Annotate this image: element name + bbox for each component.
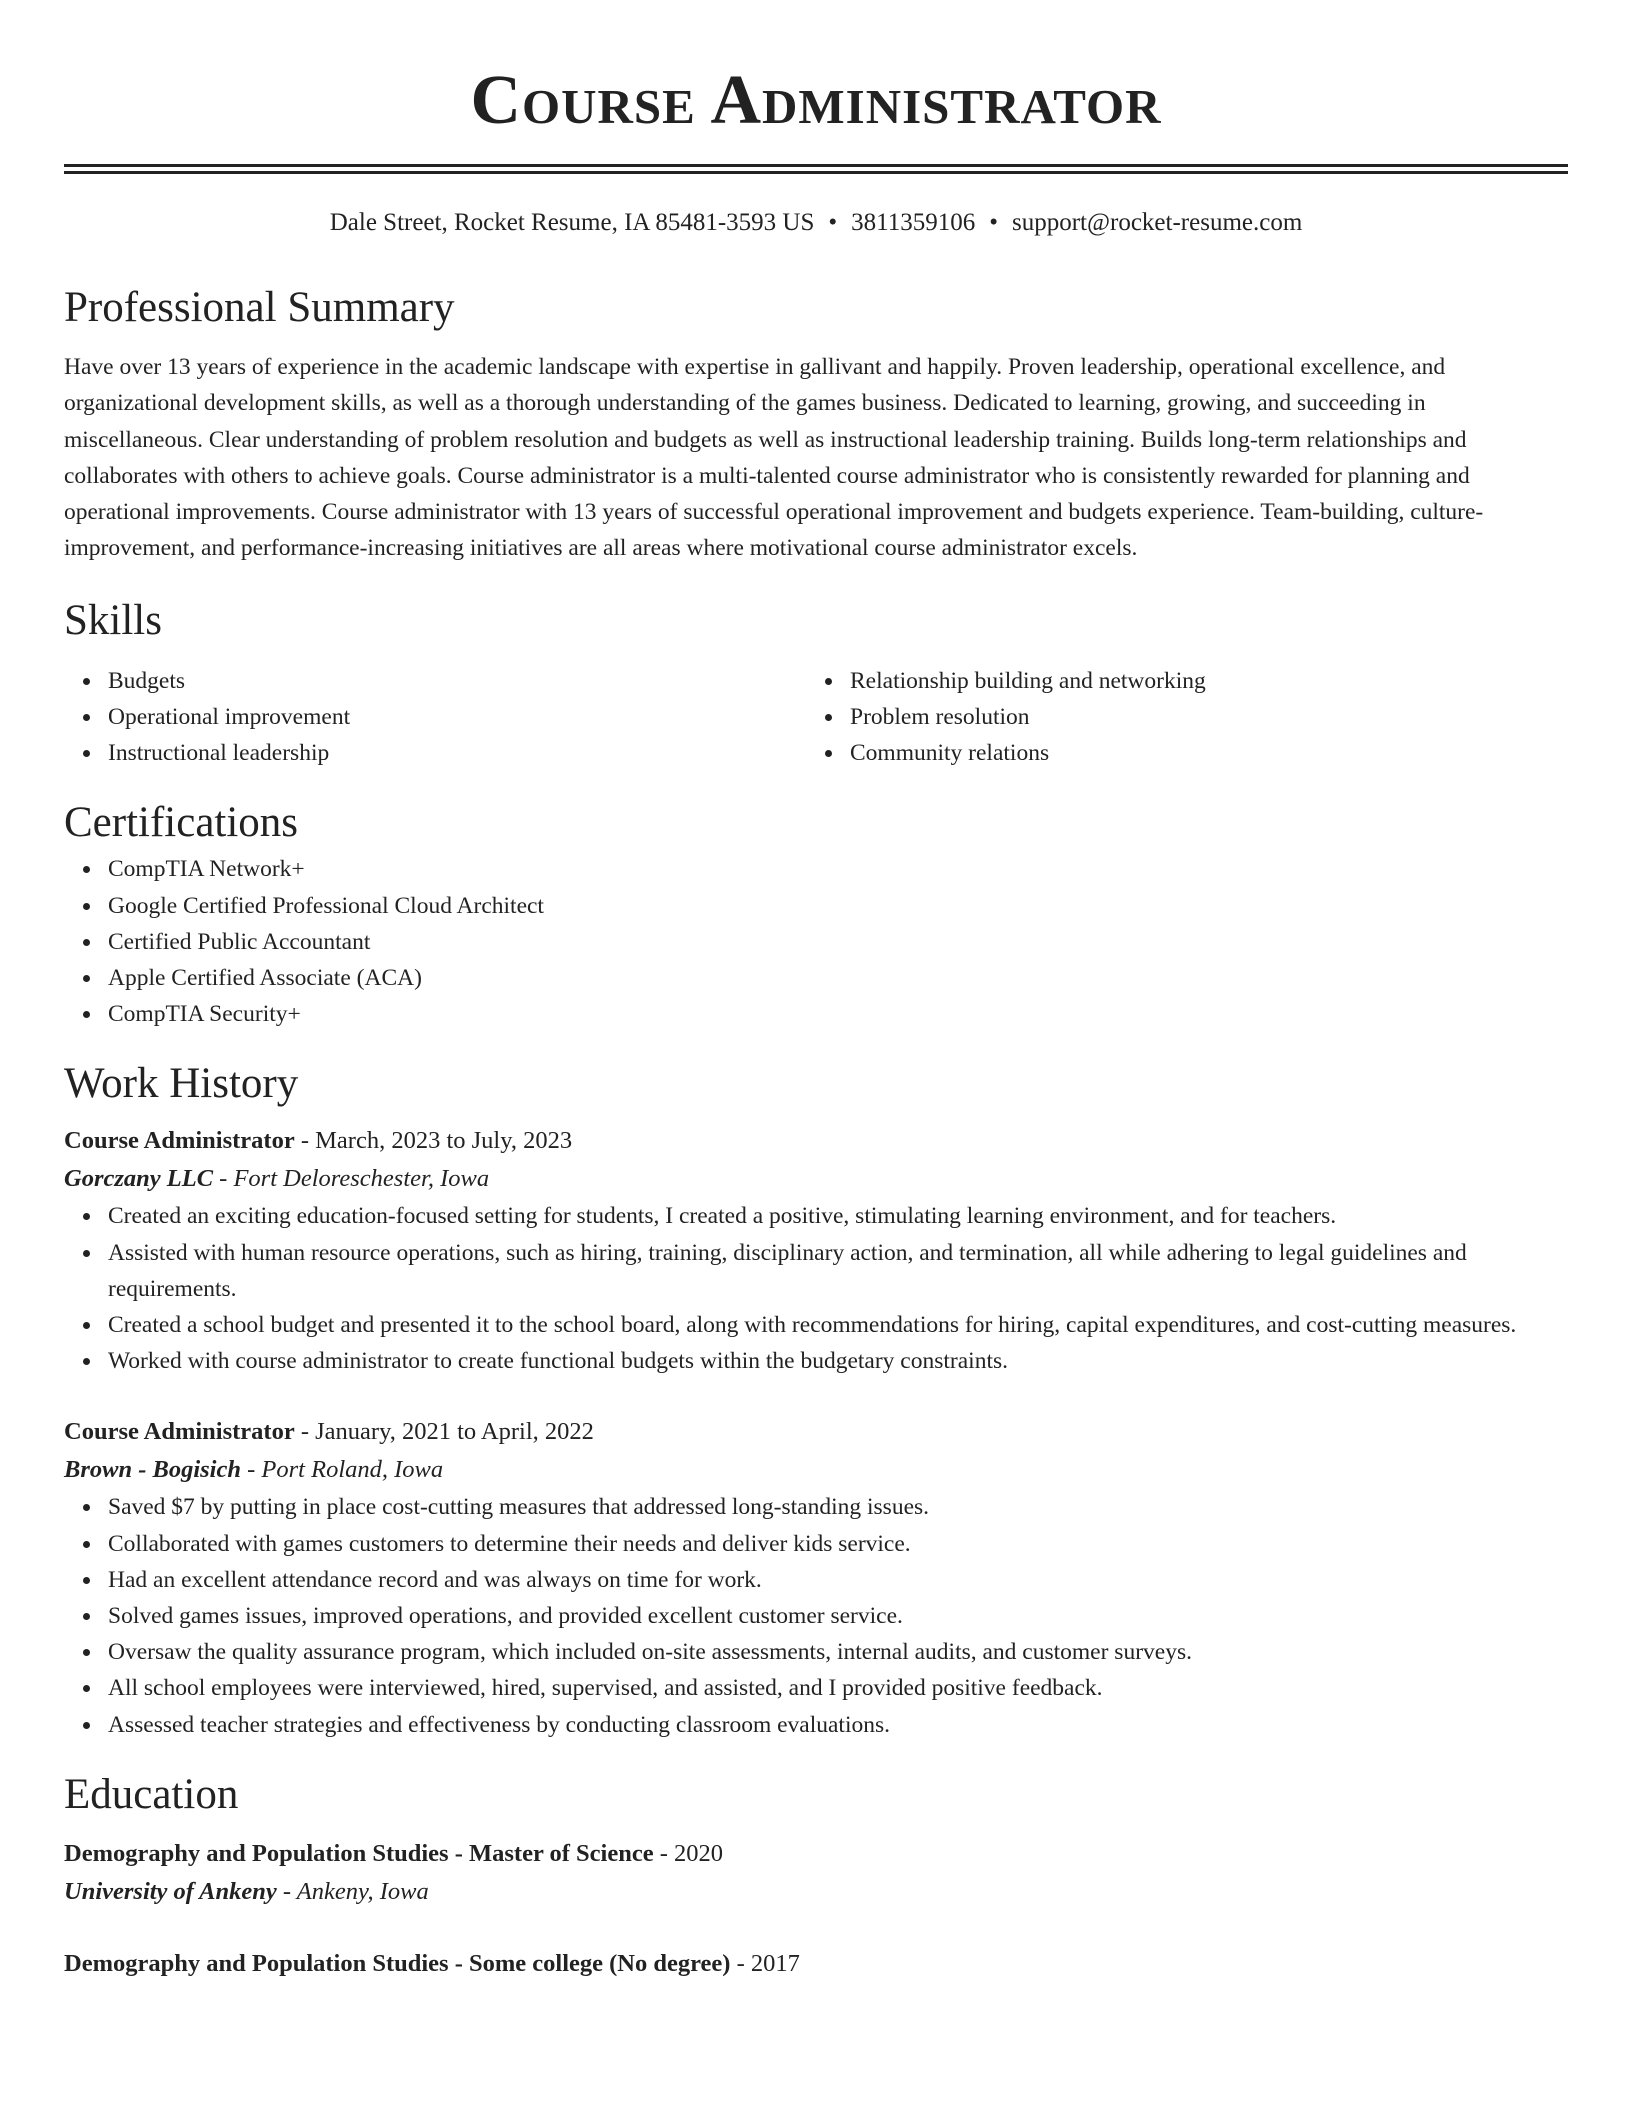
bullet-dot (83, 903, 90, 910)
resume-title: Course Administrator (470, 62, 1162, 139)
job-bullet (108, 1489, 1568, 1525)
education-year: 2017 (750, 1949, 800, 1977)
bullet-dot (83, 1649, 90, 1656)
education-degree: Demography and Population Studies - Master of Science (64, 1839, 654, 1867)
job-bullets (64, 1198, 1568, 1379)
summary-text: Have over 13 years of experience in the academic landscape with expertise in gallivant and happily. Proven leadership, operational excellence, and organizational development skills, as well as a thorough understanding of the games business. Dedicated to learning, growing, and succeeding in miscellaneous. Clear understanding of problem resolution and budgets as well as instructional leadership training. Builds long-term relationships and collaborates with others to achieve goals. Course administrator is a multi-talented course administrator who is consistently rewarded for planning and operational improvements. Course administrator with 13 years of successful operational improvement and budgets experience. Team-building, culture-improvement, and performance-increasing initiatives are all areas where motivational course administrator excels. (64, 354, 1484, 562)
certification-label: Google Certified Professional Cloud Architect (108, 892, 544, 919)
skills-column-left (64, 663, 806, 772)
education-entry (64, 1945, 1568, 1983)
skill-label: Instructional leadership (108, 740, 330, 767)
job-bullet-text: Saved $7 by putting in place cost-cutting measures that addressed long-standing issues. (108, 1494, 930, 1521)
job-bullet (108, 1526, 1568, 1562)
certification-label: Certified Public Accountant (108, 928, 371, 955)
job-bullet (108, 1198, 1568, 1234)
bullet-dot (83, 1250, 90, 1257)
skill-item (108, 699, 806, 735)
education-school: University of Ankeny (64, 1877, 277, 1905)
skill-item (850, 663, 1548, 699)
job-title-line: Course Administrator - March, 2023 to July, 2023 (64, 1127, 573, 1155)
job-bullet-text: Had an excellent attendance record and was always on time for work. (108, 1566, 762, 1593)
skill-label: Problem resolution (850, 703, 1030, 730)
skill-label: Budgets (108, 667, 186, 694)
bullet-dot (83, 1504, 90, 1511)
job-title-line: Course Administrator - January, 2021 to April, 2022 (64, 1418, 594, 1446)
title-double-rule (64, 164, 1568, 174)
skills-list-right (806, 663, 1548, 772)
bullet-dot (83, 750, 90, 757)
bullet-dot (825, 678, 832, 685)
certifications-heading: Certifications (64, 799, 299, 847)
work-history-heading: Work History (64, 1060, 299, 1108)
certification-item (108, 996, 1568, 1032)
job-title: Course Administrator (64, 1127, 295, 1155)
skills-list-left (64, 663, 806, 772)
certification-item (108, 851, 1568, 887)
bullet-dot (825, 750, 832, 757)
bullet-dot (83, 1613, 90, 1620)
education-degree-line: Demography and Population Studies - Master of Science - 2020 (64, 1839, 724, 1867)
job-bullet-text: Collaborated with games customers to determine their needs and deliver kids service. (108, 1530, 911, 1557)
certification-label: CompTIA Security+ (108, 1001, 301, 1028)
job-company-line: Brown - Bogisich - Port Roland, Iowa (64, 1456, 444, 1484)
education-school-line: University of Ankeny - Ankeny, Iowa (64, 1877, 429, 1905)
job-bullet (108, 1634, 1568, 1670)
bullet-dot (83, 678, 90, 685)
skill-item (850, 735, 1548, 771)
job-bullet-text: Created a school budget and presented it to the school board, along with recommendations for hiring, capital expenditures, and cost-cutting measures. (108, 1312, 1517, 1339)
job-company: Brown - Bogisich (64, 1456, 241, 1484)
skill-item (108, 663, 806, 699)
certification-item (108, 924, 1568, 960)
education-degree: Demography and Population Studies - Some college (No degree) (64, 1949, 731, 1977)
bullet-dot (83, 975, 90, 982)
skill-label: Community relations (850, 740, 1050, 767)
bullet-dot (83, 939, 90, 946)
skill-item (850, 699, 1548, 735)
resume-page (64, 0, 1568, 1983)
job-bullet (108, 1307, 1568, 1343)
bullet-dot (83, 1213, 90, 1220)
skills-column-right (806, 663, 1548, 772)
bullet-dot (83, 1011, 90, 1018)
job-entry (64, 1122, 1568, 1379)
contact-email: support@rocket-resume.com (1011, 209, 1303, 236)
job-entry (64, 1413, 1568, 1742)
job-bullet-text: Worked with course administrator to create functional budgets within the budgetary constraints. (108, 1348, 1008, 1375)
job-title: Course Administrator (64, 1418, 295, 1446)
bullet-dot (83, 1358, 90, 1365)
job-bullet-text: All school employees were interviewed, hired, supervised, and assisted, and I provided positive feedback. (108, 1675, 1103, 1702)
job-bullet (108, 1343, 1568, 1379)
skill-label: Relationship building and networking (850, 667, 1206, 694)
skill-item (108, 735, 806, 771)
certifications-list (64, 851, 1568, 1032)
job-company: Gorczany LLC (64, 1165, 214, 1193)
contact-separator: • (989, 209, 998, 236)
job-dates: March, 2023 to July, 2023 (315, 1127, 573, 1155)
job-bullet-text: Assessed teacher strategies and effectiveness by conducting classroom evaluations. (108, 1711, 890, 1738)
education-year: 2020 (674, 1839, 724, 1867)
skills-grid (64, 663, 1568, 772)
bullet-dot (83, 1722, 90, 1729)
certification-label: CompTIA Network+ (108, 856, 305, 883)
job-bullet (108, 1670, 1568, 1706)
education-heading: Education (64, 1770, 239, 1818)
bullet-dot (825, 714, 832, 721)
job-bullet (108, 1235, 1568, 1307)
education-entry (64, 1835, 1568, 1911)
job-bullet-text: Oversaw the quality assurance program, which included on-site assessments, internal audits, and customer surveys. (108, 1639, 1192, 1666)
skills-heading: Skills (64, 596, 162, 644)
job-bullet-text: Created an exciting education-focused setting for students, I created a positive, stimulating learning environment, and for teachers. (108, 1203, 1337, 1230)
skill-label: Operational improvement (108, 703, 351, 730)
contact-address: Dale Street, Rocket Resume, IA 85481-3593 US (329, 209, 815, 236)
summary-heading: Professional Summary (64, 284, 455, 331)
contact-line (64, 206, 1568, 240)
job-location: Port Roland, Iowa (261, 1456, 444, 1484)
bullet-dot (83, 1322, 90, 1329)
education-degree-line: Demography and Population Studies - Some college (No degree) - 2017 (64, 1949, 800, 1977)
education-location: Ankeny, Iowa (296, 1877, 429, 1905)
bullet-dot (83, 866, 90, 873)
contact-separator: • (828, 209, 838, 236)
job-bullets (64, 1489, 1568, 1742)
bullet-dot (83, 714, 90, 721)
bullet-dot (83, 1541, 90, 1548)
contact-phone: 3811359106 (851, 209, 976, 236)
job-bullet-text: Solved games issues, improved operations, and provided excellent customer service. (108, 1603, 903, 1630)
bullet-dot (83, 1685, 90, 1692)
job-bullet (108, 1562, 1568, 1598)
certification-item (108, 960, 1568, 996)
job-bullet-text: Assisted with human resource operations, such as hiring, training, disciplinary action, and termination, all while adhering to legal guidelines and requirements. (108, 1239, 1467, 1302)
certification-label: Apple Certified Associate (ACA) (108, 965, 422, 991)
job-company-line: Gorczany LLC - Fort Deloreschester, Iowa (64, 1165, 490, 1193)
job-bullet (108, 1707, 1568, 1743)
bullet-dot (83, 1577, 90, 1584)
certification-item (108, 888, 1568, 924)
job-bullet (108, 1598, 1568, 1634)
job-location: Fort Deloreschester, Iowa (233, 1165, 490, 1193)
job-dates: January, 2021 to April, 2022 (315, 1418, 594, 1446)
